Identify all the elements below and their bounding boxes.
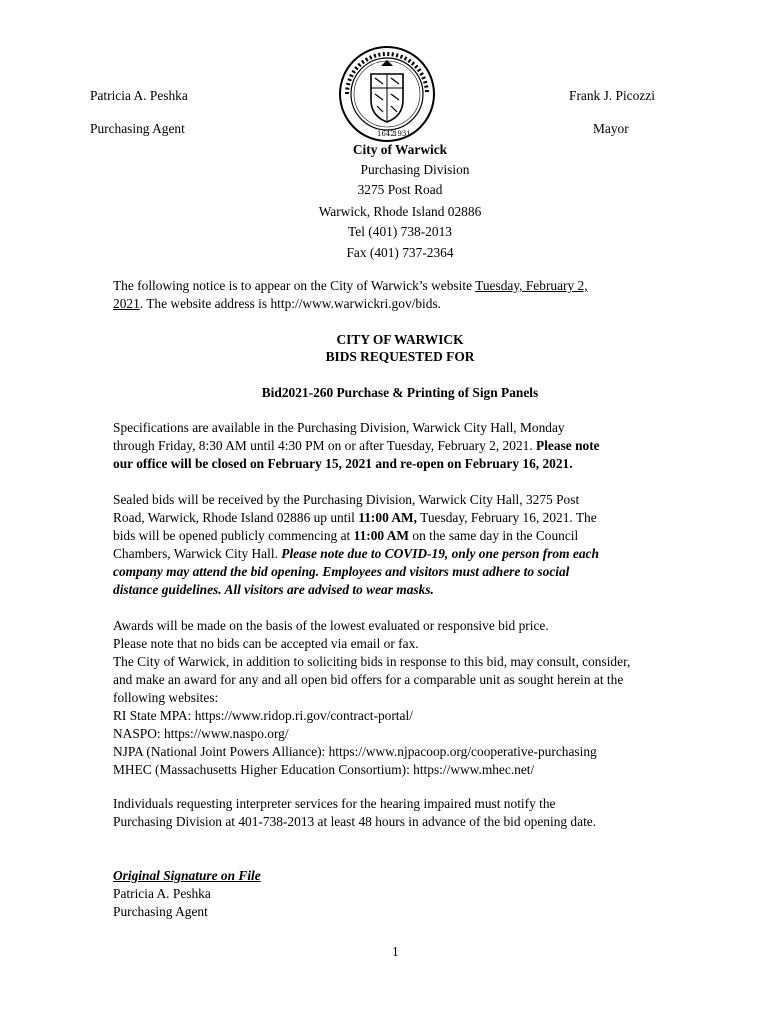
signature-block — [113, 867, 673, 921]
org-name: City of Warwick — [352, 142, 448, 157]
page-number: 1 — [392, 944, 399, 959]
street-address: 3275 Post Road — [357, 182, 443, 197]
specifications-paragraph: Specifications are available in the Purchasing Division, Warwick City Hall, Monday through Friday, 8:30 AM until 4:30 PM on or after Tuesday, February 2, 2021. Please note our office will be closed on February 15, 2021 and re-open on February 16, 2021. — [113, 420, 600, 471]
city-address: Warwick, Rhode Island 02886 — [318, 204, 482, 219]
intro-date-part2: 2021 — [113, 296, 140, 311]
title-bids-requested: BIDS REQUESTED FOR — [325, 349, 475, 364]
left-header-title: Purchasing Agent — [90, 121, 185, 136]
svg-text:1931: 1931 — [393, 130, 411, 138]
signature-label: Original Signature on File — [113, 868, 261, 883]
sealed-bids-paragraph: Sealed bids will be received by the Purchasing Division, Warwick City Hall, 3275 Post Road, Warwick, Rhode Island 02886 up until 11:00 AM, Tuesday, February 16, 2021. The bids will be opened publicly commencing at 11:00 AM on the same day in the Council Chambers, Warwick City Hall. Please note due to COVID-19, only one person from each company may attend the bid opening. Employees and visitors must adhere to social distance guidelines. All visitors are advised to wear masks. — [113, 492, 599, 597]
signature-title: Purchasing Agent — [113, 904, 208, 919]
right-header-name: Frank J. Picozzi — [569, 88, 655, 103]
seal-icon — [337, 44, 437, 144]
awards-paragraph: Awards will be made on the basis of the lowest evaluated or responsive bid price. Please note that no bids can be accepted via email or fax. The City of Warwick, in addition to soliciting bids in response to this bid, may consult, consider, and make an award for any and all open bid offers for a comparable unit as sought herein at the following websites: RI State MPA: https://www.ridop.ri.gov/contract-portal/ NASPO: https://www.naspo.org/ NJPA (National Joint Powers Alliance): https://www.njpacoop.org/cooperative-purchasing MHEC (Massachusetts Higher Education Consortium): https://www.mhec.net/ — [113, 617, 673, 779]
intro-notice: The following notice is to appear on the City of Warwick’s website Tuesday, February 2, 2021. The website address is http://www.warwickri.gov/bids. — [113, 278, 588, 311]
fax: Fax (401) 737-2364 — [346, 245, 454, 260]
intro-date-part1: Tuesday, February 2, — [475, 278, 588, 293]
signature-name: Patricia A. Peshka — [113, 886, 211, 901]
interpreter-paragraph: Individuals requesting interpreter services for the hearing impaired must notify the Purchasing Division at 401-738-2013 at least 48 hours in advance of the bid opening date. — [113, 796, 597, 829]
svg-text:1642: 1642 — [377, 130, 395, 138]
link-ri-state-mpa: RI State MPA: https://www.ridop.ri.gov/contract-portal/ — [113, 708, 413, 723]
link-mhec: MHEC (Massachusetts Higher Education Consortium): https://www.mhec.net/ — [113, 762, 535, 777]
title-city: CITY OF WARWICK — [336, 332, 464, 347]
right-header-title: Mayor — [593, 121, 629, 136]
left-header-name: Patricia A. Peshka — [90, 88, 188, 103]
division-name: Purchasing Division — [360, 162, 470, 177]
bid-title: Bid2021-260 Purchase & Printing of Sign Panels — [261, 385, 539, 400]
city-seal — [337, 44, 437, 144]
link-njpa: NJPA (National Joint Powers Alliance): https://www.njpacoop.org/cooperative-purchasing — [113, 744, 597, 759]
telephone: Tel (401) 738-2013 — [348, 224, 452, 239]
link-naspo: NASPO: https://www.naspo.org/ — [113, 726, 289, 741]
